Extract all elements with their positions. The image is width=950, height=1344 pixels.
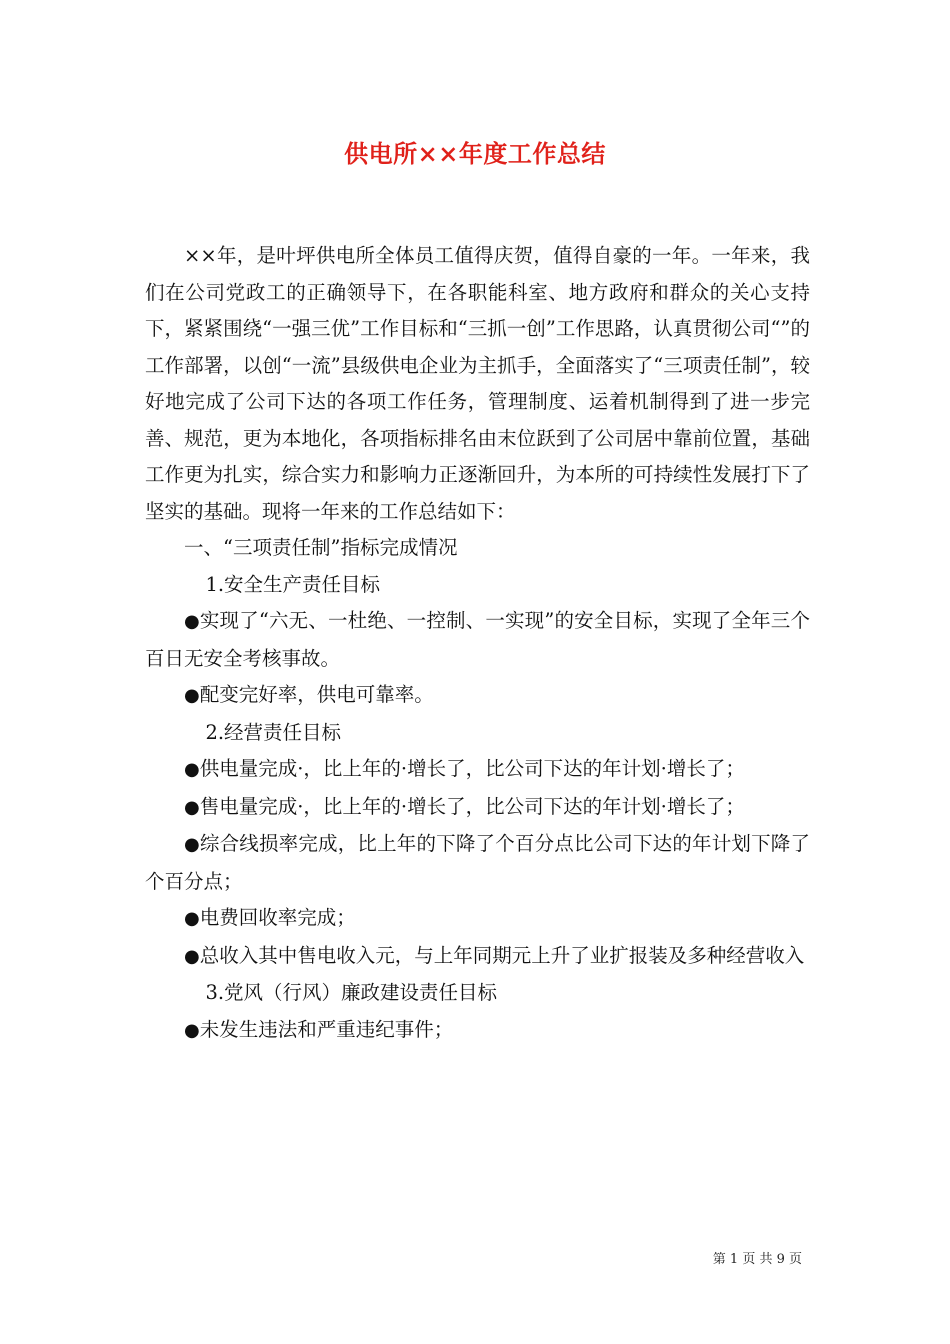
bullet-icon: ● xyxy=(184,796,200,818)
bullet-text: 售电量完成·，比上年的·增长了，比公司下达的年计划·增长了； xyxy=(199,794,745,818)
bullet-item xyxy=(145,900,810,938)
document-body xyxy=(145,238,810,1049)
subsection-heading-operations: 2.经营责任目标 xyxy=(205,720,342,744)
bullet-icon: ● xyxy=(184,611,200,632)
bullet-text: 综合线损率完成，比上年的下降了个百分点比公司下达的年计划下降了个百分点； xyxy=(145,832,810,893)
bullet-icon: ● xyxy=(184,945,200,967)
bullet-item xyxy=(145,938,810,976)
page-footer: 第 1 页 共 9 页 xyxy=(712,1252,802,1267)
section-heading-1: 一、“三项责任制”指标完成情况 xyxy=(184,536,458,559)
subsection-heading-integrity: 3.党风（行风）廉政建设责任目标 xyxy=(205,981,498,1004)
bullet-text: 总收入其中售电收入元，与上年同期元上升了业扩报装及多种经营收入 xyxy=(199,943,805,967)
bullet-text: 配变完好率，供电可靠率。 xyxy=(199,683,434,706)
bullet-item xyxy=(145,789,810,827)
bullet-icon: ● xyxy=(184,908,200,929)
document-title: 供电所××年度工作总结 xyxy=(344,139,606,168)
intro-paragraph: ××年，是叶坪供电所全体员工值得庆贺，值得自豪的一年。一年来，我们在公司党政工的正确领导下，在各职能科室、地方政府和群众的关心支持下，紧紧围绕“一强三优”工作目标和“三抓一创”工作思路，认真贯彻公司“”的工作部署，以创“一流”县级供电企业为主抓手，全面落实了“三项责任制”，较好地完成了公司下达的各项工作任务，管理制度、运着机制得到了进一步完善、规范，更为本地化，各项指标排名由末位跃到了公司居中靠前位置，基础工作更为扎实，综合实力和影响力正逐渐回升，为本所的可持续性发展打下了坚实的基础。现将一年来的工作总结如下： xyxy=(145,244,810,523)
bullet-item xyxy=(145,826,810,900)
bullet-icon: ● xyxy=(184,834,200,855)
bullet-text: 实现了“六无、一杜绝、一控制、一实现”的安全目标，实现了全年三个百日无安全考核事故。 xyxy=(145,609,810,670)
bullet-item xyxy=(145,1012,810,1050)
bullet-item xyxy=(145,677,810,715)
bullet-icon: ● xyxy=(184,1019,200,1041)
bullet-item xyxy=(145,751,810,789)
bullet-icon: ● xyxy=(184,759,200,780)
subsection-heading-safety: 1.安全生产责任目标 xyxy=(205,572,381,596)
bullet-text: 电费回收率完成； xyxy=(199,906,356,929)
bullet-icon: ● xyxy=(184,685,200,706)
bullet-text: 未发生违法和严重违纪事件； xyxy=(199,1017,454,1041)
bullet-item xyxy=(145,603,810,677)
bullet-text: 供电量完成·，比上年的·增长了，比公司下达的年计划·增长了； xyxy=(199,757,745,780)
